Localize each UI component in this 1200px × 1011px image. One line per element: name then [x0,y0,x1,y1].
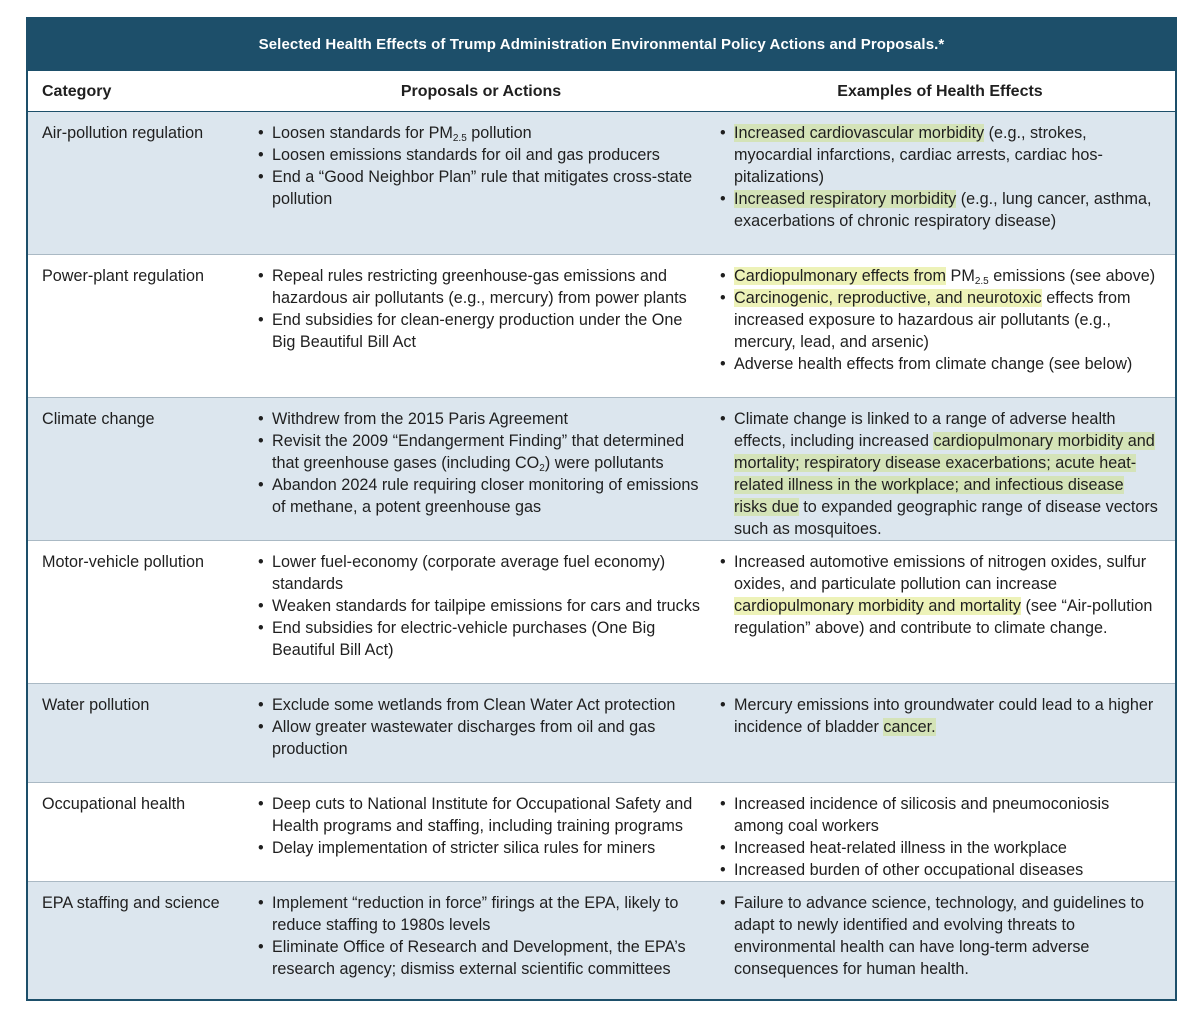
actions-list [256,892,706,980]
effect-item: • Increased respiratory morbidity (e.g., lung cancer, asthma, exacerbations of chronic respiratory disease) [718,188,1158,232]
category-cell: Motor-vehicle pollution [42,553,204,571]
actions-list [256,265,706,353]
action-item: • Loosen emissions standards for oil and gas producers [256,144,706,166]
effect-item: • Increased incidence of silicosis and pneumoconiosis among coal workers [718,793,1158,837]
actions-list [256,793,706,859]
highlighted-text: Carcinogenic, reproductive, and neurotoxic [734,289,1042,307]
effects-list [718,408,1158,540]
table-row-epa-staffing [28,882,1175,1001]
highlighted-text: cardiopulmonary morbidity and mortality; respiratory disease exacerbations; acute heat-related illness in the workplace; and infectious disease risks due [734,432,1155,516]
effects-list [718,551,1158,639]
category-cell: Power-plant regulation [42,267,204,285]
action-item: • Eliminate Office of Research and Development, the EPA’s research agency; dismiss external scientific committees [256,936,706,980]
pm25-label: $PM_{2.5}$ [428,124,467,144]
table-title: Selected Health Effects of Trump Administration Environmental Policy Actions and Proposals.* [28,19,1175,71]
effect-item: • Climate change is linked to a range of adverse health effects, including increased cardiopulmonary morbidity and mortality; respiratory disease exacerbations; acute heat-related illness in the workplace; and infectious disease risks due to expanded geographic range of disease vectors such as mosquitoes. [718,408,1158,540]
actions-list [256,122,706,210]
action-item: • Loosen standards for $PM_{2.5}$ pollution [256,122,706,144]
actions-list [256,694,706,760]
action-item: • End subsidies for clean-energy production under the One Big Beautiful Bill Act [256,309,706,353]
actions-list [256,408,706,518]
action-item: • End subsidies for electric-vehicle purchases (One Big Beautiful Bill Act) [256,617,706,661]
action-item: • Abandon 2024 rule requiring closer monitoring of emissions of methane, a potent greenhouse gas [256,474,706,518]
header-effects: Examples of Health Effects [837,83,1043,100]
actions-list [256,551,706,661]
highlighted-text: cardiopulmonary morbidity and mortality [734,597,1021,615]
pm25-label: $PM_{2.5}$ [950,267,989,287]
highlighted-text: Cardiopulmonary effects from [734,267,947,285]
co2-label: $CO_2$ [514,454,545,474]
effects-list [718,122,1158,232]
action-item: • Deep cuts to National Institute for Occupational Safety and Health programs and staffing, including training programs [256,793,706,837]
action-item: • Repeal rules restricting greenhouse-gas emissions and hazardous air pollutants (e.g., mercury) from power plants [256,265,706,309]
action-item: • End a “Good Neighbor Plan” rule that mitigates cross-state pollution [256,166,706,210]
effect-item: • Mercury emissions into groundwater could lead to a higher incidence of bladder cancer. [718,694,1158,738]
table-row-occupational-health [28,783,1175,882]
effects-list [718,793,1158,881]
effect-item: • Increased automotive emissions of nitrogen oxides, sulfur oxides, and particulate pollution can increase cardiopulmonary morbidity and mortality (see “Air-pollution regulation” above) and contribute to climate change. [718,551,1158,639]
effect-item: • Increased burden of other occupational diseases [718,859,1158,881]
category-cell: Climate change [42,410,155,428]
category-cell: Water pollution [42,696,150,714]
effect-item: • Increased heat-related illness in the workplace [718,837,1158,859]
effects-list [718,694,1158,738]
action-item: • Delay implementation of stricter silica rules for miners [256,837,706,859]
action-item: • Revisit the 2009 “Endangerment Finding” that determined that greenhouse gases (including $CO_2$) were pollutants [256,430,706,474]
highlighted-text: cancer. [883,718,936,736]
header-category: Category [42,83,112,100]
header-actions: Proposals or Actions [400,83,562,100]
action-item: • Withdrew from the 2015 Paris Agreement [256,408,706,430]
policy-table [26,17,1177,1001]
action-item: • Allow greater wastewater discharges from oil and gas production [256,716,706,760]
table-row-water-pollution [28,684,1175,783]
table-row-motor-vehicle [28,541,1175,684]
category-cell: EPA staffing and science [42,894,220,912]
table-header-row [28,71,1175,112]
action-item: • Lower fuel-economy (corporate average fuel economy) standards [256,551,706,595]
category-cell: Air-pollution regulation [42,124,204,142]
effects-list [718,892,1158,980]
action-item: • Implement “reduction in force” firings at the EPA, likely to reduce staffing to 1980s levels [256,892,706,936]
table-row-air-pollution [28,112,1175,255]
table-row-power-plant [28,255,1175,398]
category-cell: Occupational health [42,795,186,813]
effects-list [718,265,1158,375]
effect-item: • Adverse health effects from climate change (see below) [718,353,1158,375]
highlighted-text: Increased cardiovascular morbidity [734,124,985,142]
effect-item: • Carcinogenic, reproductive, and neurotoxic effects from increased exposure to hazardous air pollutants (e.g., mercury, lead, and arsenic) [718,287,1158,353]
action-item: • Weaken standards for tailpipe emissions for cars and trucks [256,595,706,617]
effect-item: • Cardiopulmonary effects from $PM_{2.5}$ emissions (see above) [718,265,1158,287]
highlighted-text: Increased respiratory morbidity [734,190,957,208]
table-row-climate-change [28,398,1175,541]
effect-item: • Increased cardiovascular morbidity (e.g., strokes, myocardial infarctions, cardiac arrests, cardiac hospitalizations) [718,122,1158,188]
action-item: • Exclude some wetlands from Clean Water Act protection [256,694,706,716]
effect-item: • Failure to advance science, technology, and guidelines to adapt to newly identified and evolving threats to environmental health can have long-term adverse consequences for human health. [718,892,1158,980]
